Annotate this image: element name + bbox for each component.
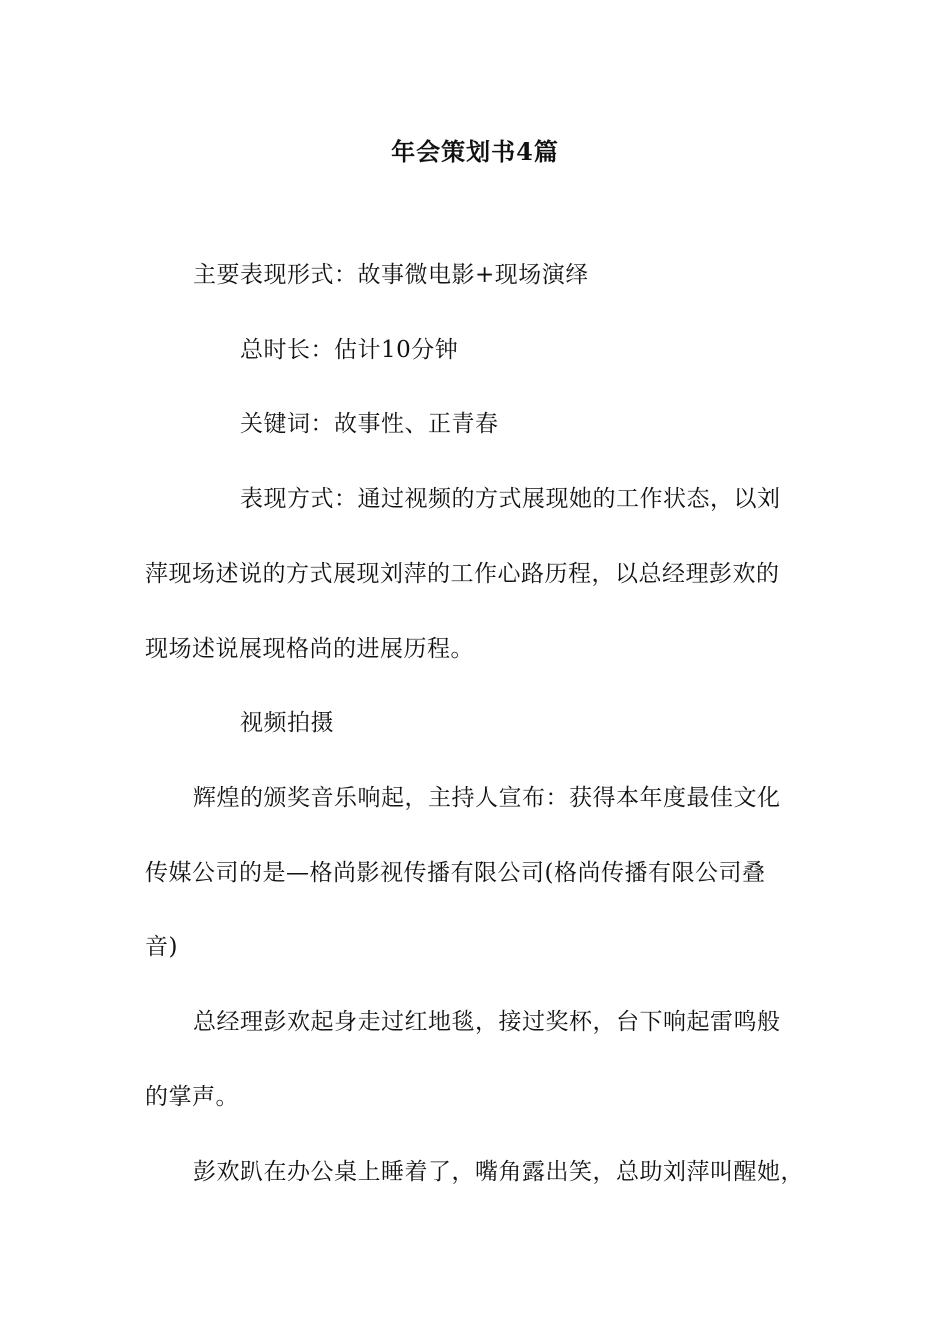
paragraph-line-7: 视频拍摄 [240, 710, 334, 736]
paragraph-line-5: 萍现场述说的方式展现刘萍的工作心路历程，以总经理彭欢的 [145, 561, 780, 587]
paragraph-line-9: 传媒公司的是—格尚影视传播有限公司(格尚传播有限公司叠 [145, 860, 766, 886]
paragraph-line-6: 现场述说展现格尚的进展历程。 [145, 636, 474, 662]
paragraph-line-11: 总经理彭欢起身走过红地毯，接过奖杯，台下响起雷鸣般 [193, 1009, 781, 1035]
paragraph-line-4: 表现方式：通过视频的方式展现她的工作状态，以刘 [240, 486, 781, 512]
paragraph-line-8: 辉煌的颁奖音乐响起，主持人宣布：获得本年度最佳文化 [193, 785, 781, 811]
paragraph-line-13: 彭欢趴在办公桌上睡着了，嘴角露出笑，总助刘萍叫醒她， [193, 1159, 804, 1185]
paragraph-line-3: 关键词：故事性、正青春 [240, 411, 499, 437]
paragraph-line-10: 音) [145, 934, 178, 960]
paragraph-line-2: 总时长：估计10分钟 [240, 337, 459, 363]
paragraph-line-1: 主要表现形式：故事微电影+现场演绎 [193, 262, 589, 288]
document-title: 年会策划书4篇 [391, 137, 559, 166]
paragraph-line-12: 的掌声。 [145, 1084, 239, 1110]
